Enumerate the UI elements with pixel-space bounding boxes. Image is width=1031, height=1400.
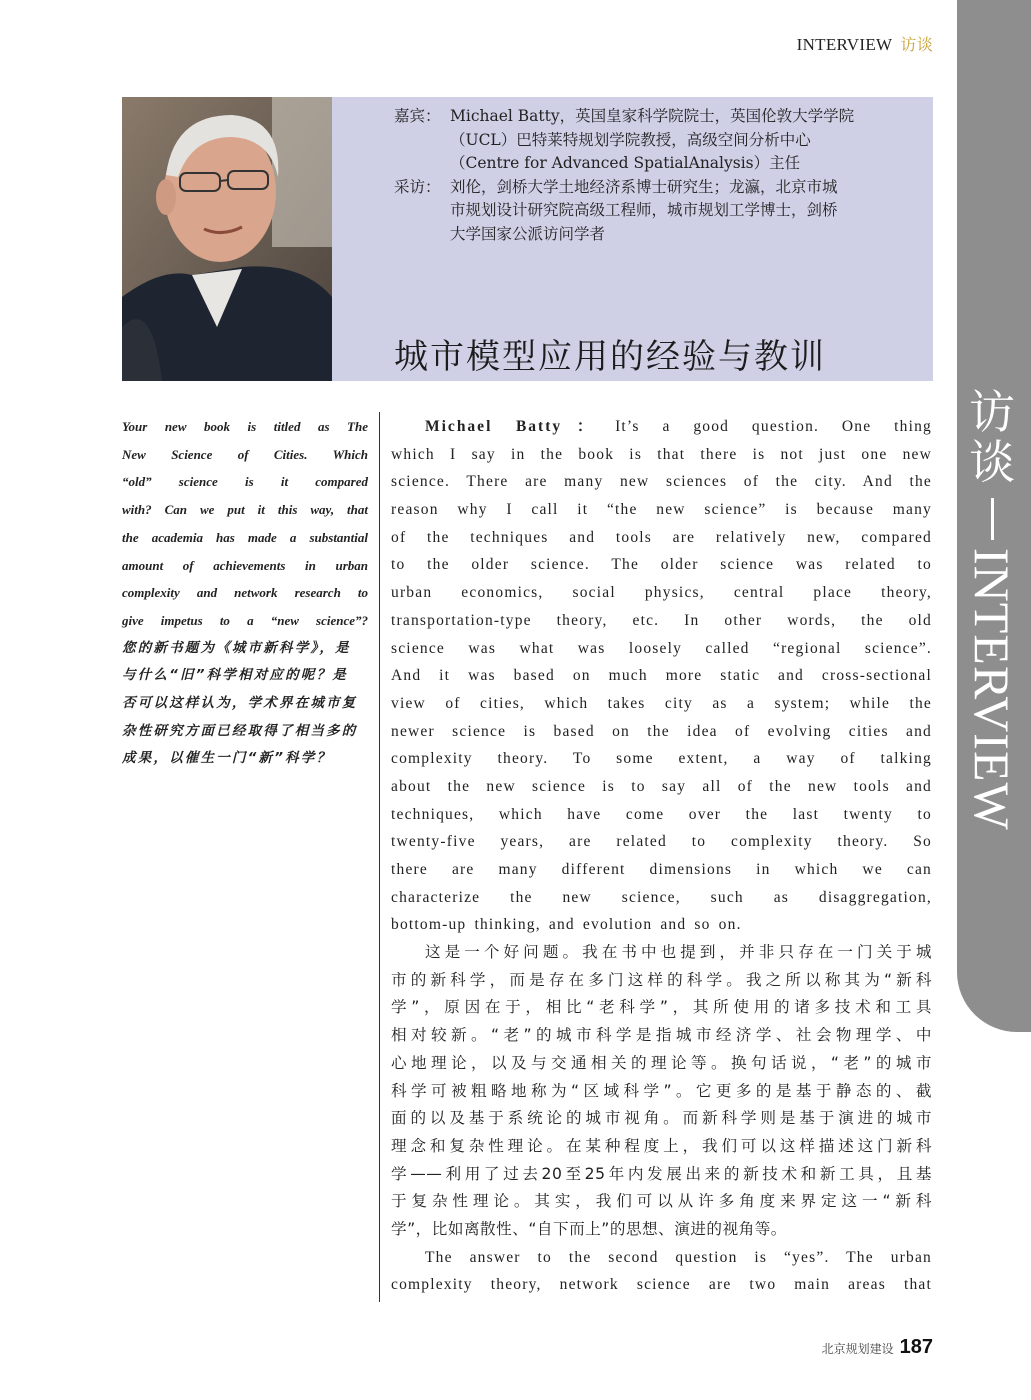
interviewer-text xyxy=(450,176,934,247)
answer-cn-line: 于复杂性理论。其实，我们可以从许多角度来界定这一“新科 xyxy=(391,1192,932,1211)
question-en-line: amount of achievements in urban xyxy=(122,557,368,573)
answer-en2-line: The answer to the second question is “yes”. The urban xyxy=(425,1248,932,1266)
guest-photo xyxy=(122,97,332,381)
speaker-name: Michael Batty： xyxy=(425,418,610,435)
answer-en-line: And it was based on much more static and cross-sectional xyxy=(391,667,932,685)
guest-info xyxy=(394,105,934,246)
guest-line: （UCL）巴特莱特规划学院教授，高级空间分析中心 xyxy=(450,130,811,149)
guest-line: （Centre for Advanced SpatialAnalysis）主任 xyxy=(450,154,801,172)
answer-en-line: of the techniques and tools are relatively new, compared xyxy=(391,528,932,546)
answer-cn-line: 市的新科学，而是存在多门这样的科学。我之所以称其为“新科 xyxy=(391,970,932,989)
guest-label: 嘉宾： xyxy=(394,107,441,125)
interviewer-line: 大学国家公派访问学者 xyxy=(450,224,606,243)
answer-cn-line: 学——利用了过去20至25年内发展出来的新技术和新工具，且基 xyxy=(391,1164,932,1183)
guest-row xyxy=(394,105,934,176)
answer-cn-line: 心地理论，以及与交通相关的理论等。换句话说，“老”的城市 xyxy=(391,1053,932,1072)
page-header xyxy=(797,32,933,55)
answer-en2-line: complexity theory, network science are two main areas that xyxy=(391,1276,932,1294)
question-cn-line: 否可以这样认为，学术界在城市复 xyxy=(122,695,358,712)
answer-cn-line: 面的以及基于系统论的城市视角。而新科学则是基于演进的城市 xyxy=(391,1109,932,1128)
magazine-name: 北京规划建设 xyxy=(821,1342,894,1356)
answer-cn-line: 理念和复杂性理论。在某种程度上，我们可以这样描述这门新科 xyxy=(391,1136,932,1155)
answer-en-line: there are many different dimensions in which we can xyxy=(391,861,932,878)
answer-first-line-text: It’s a good question. One thing xyxy=(615,418,932,435)
interviewer-row xyxy=(394,176,934,247)
question-en-line: “old” science is it compared xyxy=(122,474,368,490)
guest-line: Michael Batty，英国皇家科学院院士，英国伦敦大学学院 xyxy=(450,107,855,125)
question-cn-line: 与什么“旧”科学相对应的呢？是 xyxy=(122,667,348,684)
question-column xyxy=(122,413,368,773)
answer-cn-line: 相对较新。“老”的城市科学是指城市经济学、社会物理学、中 xyxy=(391,1026,932,1045)
question-cn-line: 您的新书题为《城市新科学》，是 xyxy=(122,639,351,656)
answer-en-line: science was what was loosely called “regional science”. xyxy=(391,639,932,657)
answer-cn-line: 这是一个好问题。我在书中也提到，并非只存在一门关于城 xyxy=(425,943,932,962)
interviewer-label: 采访： xyxy=(394,177,441,196)
side-tab-cn: 访谈 xyxy=(969,387,1015,488)
answer-first-line xyxy=(391,413,932,441)
question-cn-line: 成果，以催生一门“新”科学？ xyxy=(122,750,333,767)
answer-en-line: transportation-type theory, etc. In other words, the old xyxy=(391,611,932,629)
answer-en-line: view of cities, which takes city as a system; while the xyxy=(391,694,932,712)
question-en-line: Your new book is titled as The xyxy=(122,419,368,434)
answer-en-line: reason why I call it “the new science” is because many xyxy=(391,501,932,519)
page-number: 187 xyxy=(899,1336,933,1358)
answer-en-line: newer science is based on the idea of evolving cities and xyxy=(391,722,932,740)
article-title: 城市模型应用的经验与教训 xyxy=(394,337,826,377)
answer-en-line: to the older science. The older science was related to xyxy=(391,556,932,574)
side-tab-label xyxy=(962,388,1022,831)
interviewer-line: 刘伦，剑桥大学土地经济系博士研究生；龙瀛，北京市城 xyxy=(450,177,838,196)
guest-text xyxy=(450,105,934,176)
answer-en-line: urban economics, social physics, central place theory, xyxy=(391,584,932,602)
question-en-line: the academia has made a substantial xyxy=(122,529,368,545)
header-section-cn: 访谈 xyxy=(900,35,933,54)
answer-cn-line: 科学可被粗略地称为“区域科学”。它更多的是基于静态的、截 xyxy=(391,1081,932,1100)
answer-en-line: which I say in the book is that there is not just one new xyxy=(391,445,932,463)
answer-en-line: about the new science is to say all of the new tools and xyxy=(391,777,932,795)
question-en-line: complexity and network research to xyxy=(122,585,368,601)
side-tab-divider xyxy=(991,498,994,540)
answer-en-line: science. There are many new sciences of the city. And the xyxy=(391,473,932,491)
answer-cn-line: 学”，比如离散性、“自下而上”的思想、演进的视角等。 xyxy=(391,1219,787,1238)
interviewer-line: 市规划设计研究院高级工程师，城市规划工学博士，剑桥 xyxy=(450,201,838,219)
answer-cn-line: 学”，原因在于，相比“老科学”，其所使用的诸多技术和工具 xyxy=(391,998,932,1017)
question-en-line: New Science of Cities. Which xyxy=(122,446,368,462)
answer-en-line: characterize the new science, such as disaggregation, xyxy=(391,888,932,906)
question-cn-line: 杂性研究方面已经取得了相当多的 xyxy=(122,722,358,739)
column-divider xyxy=(379,412,380,1302)
page-footer xyxy=(822,1336,933,1359)
header-section-en: INTERVIEW xyxy=(796,35,893,54)
question-cn xyxy=(122,635,368,774)
answer-en-line: twenty-five years, are related to complexity theory. So xyxy=(391,833,932,851)
question-en-line: with? Can we put it this way, that xyxy=(122,502,368,518)
answer-en-line: techniques, which have come over the last twenty to xyxy=(391,805,932,823)
answer-en-line: bottom-up thinking, and evolution and so on. xyxy=(391,916,742,934)
question-en xyxy=(122,413,368,635)
answer-column xyxy=(391,413,932,1299)
side-tab-en: INTERVIEW xyxy=(964,548,1020,831)
article-banner xyxy=(122,97,933,381)
question-en-line: give impetus to a “new science”? xyxy=(122,612,368,628)
answer-en-line: complexity theory. To some extent, a way of talking xyxy=(391,750,932,768)
